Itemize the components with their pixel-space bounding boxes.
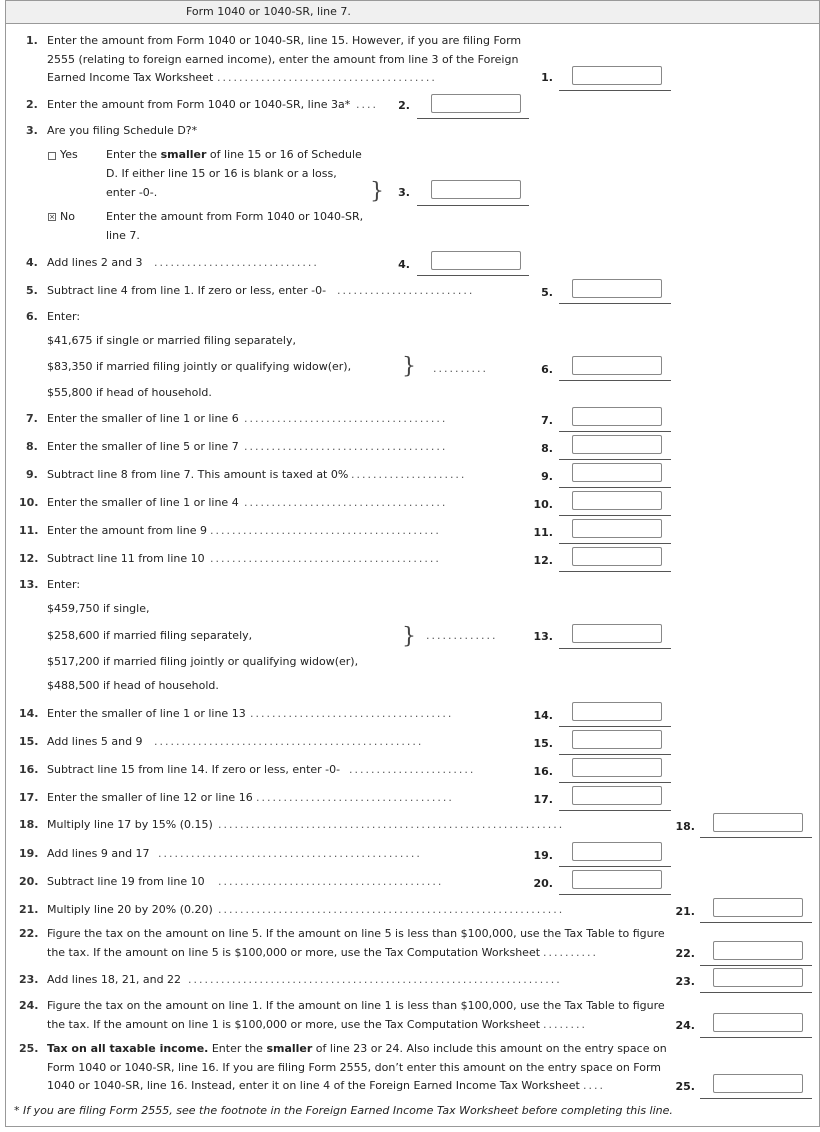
line-25-input[interactable] — [713, 1074, 803, 1093]
line-20-text: Subtract line 19 from line 10 — [47, 875, 205, 888]
line-3-text: Are you filing Schedule D?* — [47, 124, 198, 137]
line-19-underline — [559, 866, 671, 867]
line-11-ref: 11. — [533, 526, 553, 539]
line-13-text: Enter: — [47, 578, 81, 591]
line-20-underline — [559, 894, 671, 895]
line-10-text: Enter the smaller of line 1 or line 4 — [47, 496, 239, 509]
line-7-ref: 7. — [541, 414, 553, 427]
line-10-input[interactable] — [572, 491, 662, 510]
line-14-text: Enter the smaller of line 1 or line 13 — [47, 707, 246, 720]
line-6-underline — [559, 380, 671, 381]
qualified-dividends-worksheet — [5, 0, 820, 1127]
line-16-input[interactable] — [572, 758, 662, 777]
line-4-ref: 4. — [398, 258, 410, 271]
yes-text: Enter the smaller of line 15 or 16 of Schedule — [106, 148, 362, 161]
line-11-text: Enter the amount from line 9 — [47, 524, 207, 537]
line-7-number: 7. — [26, 412, 38, 425]
line-15-text: Add lines 5 and 9 — [47, 735, 143, 748]
line-24-input[interactable] — [713, 1013, 803, 1032]
line-19-ref: 19. — [533, 849, 553, 862]
leader-dots: .... — [583, 1079, 605, 1092]
line-4-underline — [417, 275, 529, 276]
line-17-number: 17. — [19, 791, 39, 804]
line-5-input[interactable] — [572, 279, 662, 298]
line-14-ref: 14. — [533, 709, 553, 722]
line-21-input[interactable] — [713, 898, 803, 917]
line-6-text: Enter: — [47, 310, 81, 323]
line-18-underline — [700, 837, 812, 838]
yes-label: Yes — [60, 148, 78, 161]
line-19-number: 19. — [19, 847, 39, 860]
line-9-underline — [559, 487, 671, 488]
leader-dots: .......... — [433, 362, 488, 375]
line-21-underline — [700, 922, 812, 923]
no-checkbox-checked[interactable]: × — [49, 213, 55, 221]
line-5-underline — [559, 303, 671, 304]
line-4-text: Add lines 2 and 3 — [47, 256, 143, 269]
line-17-input[interactable] — [572, 786, 662, 805]
line-13-number: 13. — [19, 578, 39, 591]
line-6-option-3: $55,800 if head of household. — [47, 386, 212, 399]
line-7-input[interactable] — [572, 407, 662, 426]
line-11-input[interactable] — [572, 519, 662, 538]
line-5-ref: 5. — [541, 286, 553, 299]
line-20-number: 20. — [19, 875, 39, 888]
worksheet-header — [6, 1, 819, 24]
line-3-ref: 3. — [398, 186, 410, 199]
line-10-number: 10. — [19, 496, 39, 509]
footnote: * If you are filing Form 2555, see the footnote in the Foreign Earned Income Tax Worksheet before completing this line. — [14, 1104, 673, 1117]
leader-dots: ..................................... — [244, 412, 448, 425]
header-text: Form 1040 or 1040-SR, line 7. — [186, 5, 351, 18]
line-23-input[interactable] — [713, 968, 803, 987]
leader-dots: ..................... — [351, 468, 467, 481]
line-23-underline — [700, 992, 812, 993]
line-22-text: Figure the tax on the amount on line 5. If the amount on line 5 is less than $100,000, use the Tax Table to figure — [47, 927, 665, 940]
leader-dots: ................................................. — [154, 735, 424, 748]
line-6-ref: 6. — [541, 363, 553, 376]
line-4-number: 4. — [26, 256, 38, 269]
line-17-underline — [559, 810, 671, 811]
line-14-underline — [559, 726, 671, 727]
line-19-text: Add lines 9 and 17 — [47, 847, 150, 860]
line-8-number: 8. — [26, 440, 38, 453]
line-24-underline — [700, 1037, 812, 1038]
line-14-input[interactable] — [572, 702, 662, 721]
line-10-ref: 10. — [533, 498, 553, 511]
line-6-number: 6. — [26, 310, 38, 323]
line-18-text: Multiply line 17 by 15% (0.15) — [47, 818, 213, 831]
line-14-number: 14. — [19, 707, 39, 720]
leader-dots: ........ — [543, 1018, 587, 1031]
leader-dots: ......................... — [337, 284, 475, 297]
line-2-ref: 2. — [398, 99, 410, 112]
line-17-ref: 17. — [533, 793, 553, 806]
line-24-text-2: the tax. If the amount on line 1 is $100,000 or more, use the Tax Computation Worksheet — [47, 1018, 541, 1031]
line-1-text: Enter the amount from Form 1040 or 1040-SR, line 15. However, if you are filing Form — [47, 34, 522, 47]
leader-dots: ................................................ — [158, 847, 422, 860]
line-1-underline — [559, 90, 671, 91]
line-13-option-4: $488,500 if head of household. — [47, 679, 219, 692]
line-22-text-2: the tax. If the amount on line 5 is $100,000 or more, use the Tax Computation Worksheet — [47, 946, 541, 959]
line-4-input[interactable] — [431, 251, 521, 270]
line-12-number: 12. — [19, 552, 39, 565]
line-9-input[interactable] — [572, 463, 662, 482]
line-21-number: 21. — [19, 903, 39, 916]
line-9-text: Subtract line 8 from line 7. This amount is taxed at 0% — [47, 468, 349, 481]
line-22-underline — [700, 965, 812, 966]
line-16-underline — [559, 782, 671, 783]
line-13-option-2: $258,600 if married filing separately, — [47, 629, 253, 642]
line-21-ref: 21. — [675, 905, 695, 918]
line-3-underline — [417, 205, 529, 206]
line-9-number: 9. — [26, 468, 38, 481]
leader-dots: .................................................................... — [188, 973, 562, 986]
line-18-input[interactable] — [713, 813, 803, 832]
line-12-ref: 12. — [533, 554, 553, 567]
line-25-number: 25. — [19, 1042, 39, 1055]
line-17-text: Enter the smaller of line 12 or line 16 — [47, 791, 253, 804]
line-13-option-1: $459,750 if single, — [47, 602, 150, 615]
line-5-number: 5. — [26, 284, 38, 297]
line-25-text-2: Form 1040 or 1040-SR, line 16. If you are filing Form 2555, don’t enter this amount on the entry space on Form — [47, 1061, 661, 1074]
leader-dots: .......... — [543, 946, 598, 959]
line-7-text: Enter the smaller of line 1 or line 6 — [47, 412, 239, 425]
leader-dots: ....................... — [349, 763, 476, 776]
line-21-text: Multiply line 20 by 20% (0.20) — [47, 903, 213, 916]
yes-text-2: D. If either line 15 or 16 is blank or a loss, — [106, 167, 337, 180]
line-1-ref: 1. — [541, 71, 553, 84]
line-6-option-2: $83,350 if married filing jointly or qualifying widow(er), — [47, 360, 352, 373]
line-19-input[interactable] — [572, 842, 662, 861]
leader-dots: .............................. — [154, 256, 319, 269]
line-24-number: 24. — [19, 999, 39, 1012]
line-2-number: 2. — [26, 98, 38, 111]
no-text: Enter the amount from Form 1040 or 1040-SR, — [106, 210, 364, 223]
line-8-input[interactable] — [572, 435, 662, 454]
line-13-underline — [559, 648, 671, 649]
line-25-underline — [700, 1098, 812, 1099]
line-18-number: 18. — [19, 818, 39, 831]
line-11-number: 11. — [19, 524, 39, 537]
line-23-text: Add lines 18, 21, and 22 — [47, 973, 182, 986]
line-12-input[interactable] — [572, 547, 662, 566]
line-6-option-1: $41,675 if single or married filing separately, — [47, 334, 296, 347]
no-label: No — [60, 210, 75, 223]
line-12-underline — [559, 571, 671, 572]
line-24-text: Figure the tax on the amount on line 1. If the amount on line 1 is less than $100,000, use the Tax Table to figure — [47, 999, 665, 1012]
line-5-text: Subtract line 4 from line 1. If zero or less, enter -0- — [47, 284, 327, 297]
line-24-ref: 24. — [675, 1019, 695, 1032]
line-15-input[interactable] — [572, 730, 662, 749]
line-25-text: Tax on all taxable income. Enter the smaller of line 23 or 24. Also include this amount on the entry space on — [47, 1042, 667, 1055]
line-23-ref: 23. — [675, 975, 695, 988]
brace-icon: } — [402, 624, 416, 649]
line-1-number: 1. — [26, 34, 38, 47]
leader-dots: ......................................... — [218, 875, 444, 888]
leader-dots: .......................................... — [210, 524, 441, 537]
leader-dots: ............................................................... — [218, 903, 565, 916]
line-16-number: 16. — [19, 763, 39, 776]
line-15-underline — [559, 754, 671, 755]
leader-dots: ..................................... — [244, 496, 448, 509]
line-10-underline — [559, 515, 671, 516]
line-6-input[interactable] — [572, 356, 662, 375]
line-16-ref: 16. — [533, 765, 553, 778]
line-13-ref: 13. — [533, 630, 553, 643]
brace-icon: } — [402, 354, 416, 379]
line-2-text: Enter the amount from Form 1040 or 1040-SR, line 3a* — [47, 98, 351, 111]
line-13-input[interactable] — [572, 624, 662, 643]
line-22-number: 22. — [19, 927, 39, 940]
yes-text-3: enter -0-. — [106, 186, 158, 199]
line-18-ref: 18. — [675, 820, 695, 833]
line-8-ref: 8. — [541, 442, 553, 455]
line-12-text: Subtract line 11 from line 10 — [47, 552, 205, 565]
yes-checkbox[interactable] — [48, 152, 56, 160]
line-20-input[interactable] — [572, 870, 662, 889]
line-15-ref: 15. — [533, 737, 553, 750]
line-1-text-2: 2555 (relating to foreign earned income), enter the amount from line 3 of the Foreign — [47, 53, 519, 66]
leader-dots: ..................................... — [250, 707, 454, 720]
line-16-text: Subtract line 15 from line 14. If zero or less, enter -0- — [47, 763, 341, 776]
leader-dots: .......................................... — [210, 552, 441, 565]
line-2-underline — [417, 118, 529, 119]
line-9-ref: 9. — [541, 470, 553, 483]
line-11-underline — [559, 543, 671, 544]
leader-dots: ..................................... — [244, 440, 448, 453]
line-25-text-3: 1040 or 1040-SR, line 16. Instead, enter it on line 4 of the Foreign Earned Income Tax Worksheet — [47, 1079, 580, 1092]
line-13-option-3: $517,200 if married filing jointly or qualifying widow(er), — [47, 655, 359, 668]
brace-icon: } — [370, 179, 384, 204]
line-1-input[interactable] — [572, 66, 662, 85]
leader-dots: .................................... — [256, 791, 454, 804]
no-text-2: line 7. — [106, 229, 140, 242]
leader-dots: ............................................................... — [218, 818, 565, 831]
leader-dots: ........................................ — [217, 71, 437, 84]
line-20-ref: 20. — [533, 877, 553, 890]
line-8-underline — [559, 459, 671, 460]
line-1-text-3: Earned Income Tax Worksheet — [47, 71, 214, 84]
line-3-input[interactable] — [431, 180, 521, 199]
leader-dots: .... — [356, 98, 378, 111]
line-7-underline — [559, 431, 671, 432]
line-23-number: 23. — [19, 973, 39, 986]
line-8-text: Enter the smaller of line 5 or line 7 — [47, 440, 239, 453]
line-3-number: 3. — [26, 124, 38, 137]
line-22-ref: 22. — [675, 947, 695, 960]
line-25-ref: 25. — [675, 1080, 695, 1093]
leader-dots: ............. — [426, 629, 498, 642]
line-22-input[interactable] — [713, 941, 803, 960]
line-15-number: 15. — [19, 735, 39, 748]
line-2-input[interactable] — [431, 94, 521, 113]
